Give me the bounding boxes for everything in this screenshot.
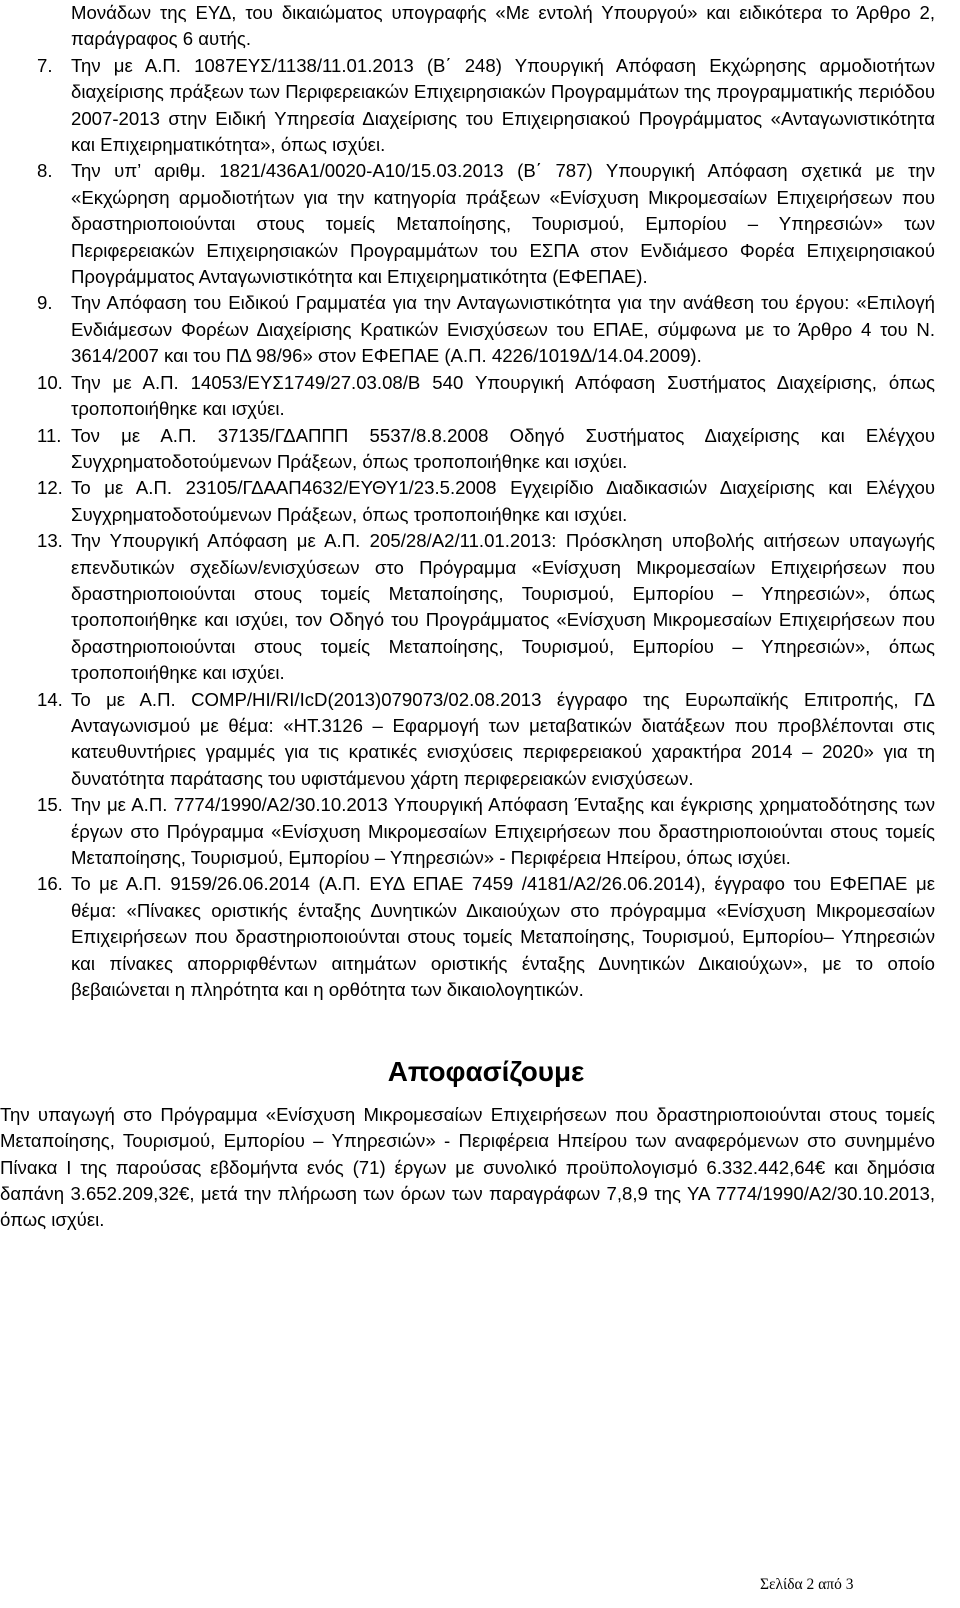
item-text: Την με Α.Π. 14053/ΕΥΣ1749/27.03.08/Β 540 Υπουργική Απόφαση Συστήματος Διαχείρισης, όπως τροποποιήθηκε και ισχύει. [71, 371, 935, 420]
item-text: Το με Α.Π. COMP/HI/RI/IcD(2013)079073/02.08.2013 έγγραφο της Ευρωπαϊκής Επιτροπής, ΓΔ Ανταγωνισμού με θέμα: «ΗΤ.3126 – Εφαρμογή των μεταβατικών διατάξεων που προβλέπονται στις κατευθυντήριες γραμμές για τις κρατικές ενισχύσεις περιφερειακού χαρακτήρα 2014 – 2020» για τη δυνατότητα παράτασης του υφιστάμενου χάρτη περιφερειακών ενισχύσεων. [71, 688, 935, 789]
item-text: Την Απόφαση του Ειδικού Γραμματέα για την Ανταγωνιστικότητα για την ανάθεση του έργου: «Επιλογή Ενδιάμεσων Φορέων Διαχείρισης Κρατικών Ενισχύσεων του ΕΠΑΕ, σύμφωνα με το Άρθρο 4 του Ν. 3614/2007 και του ΠΔ 98/96» στον ΕΦΕΠΑΕ (Α.Π. 4226/1019Δ/14.04.2009). [71, 292, 935, 367]
list-item-15 [37, 792, 935, 871]
considerations-list [37, 53, 935, 1004]
item-number: 13. [37, 530, 63, 552]
item-number: 8. [37, 160, 53, 182]
list-item-7 [37, 53, 935, 159]
list-item-9 [37, 290, 935, 369]
item-text: Την Υπουργική Απόφαση με Α.Π. 205/28/Α2/11.01.2013: Πρόσκληση υποβολής αιτήσεων υπαγωγής επενδυτικών σχεδίων/ενισχύσεων στο Πρόγραμμα «Ενίσχυση Μικρομεσαίων Επιχειρήσεων που δραστηριοποιούνται στους τομείς Μεταποίησης, Τουρισμού, Εμπορίου – Υπηρεσιών», όπως τροποποιήθηκε και ισχύει, τον Οδηγό του Προγράμματος «Ενίσχυση Μικρομεσαίων Επιχειρήσεων που δραστηριοποιούνται στους τομείς Μεταποίησης, Τουρισμού, Εμπορίου – Υπηρεσιών», όπως τροποποιήθηκε και ισχύει. [71, 530, 935, 684]
item-number: 11. [37, 424, 62, 446]
item-text: Τον με Α.Π. 37135/ΓΔΑΠΠΠ 5537/8.8.2008 Οδηγό Συστήματος Διαχείρισης και Ελέγχου Συγχρηματοδοτούμενων Πράξεων, όπως τροποποιήθηκε και ισχύει. [71, 424, 935, 472]
item-text: Το με Α.Π. 9159/26.06.2014 (Α.Π. ΕΥΔ ΕΠΑΕ 7459 /4181/Α2/26.06.2014), έγγραφο του ΕΦΕΠΑΕ με θέμα: «Πίνακες οριστικής ένταξης Δυνητικών Δικαιούχων στο πρόγραμμα «Ενίσχυση Μικρομεσαίων Επιχειρήσεων που δραστηριοποιούνται στους τομείς Μεταποίησης, Τουρισμού, Εμπορίου– Υπηρεσιών και πίνακες απορριφθέντων αιτημάτων οριστικής ένταξης Δυνητικών Δικαιούχων», με το οποίο βεβαιώνεται η πληρότητα και η ορθότητα των δικαιολογητικών. [71, 873, 935, 1001]
list-item-12 [37, 475, 935, 528]
item-text: Το με Α.Π. 23105/ΓΔΑΑΠ4632/ΕΥΘΥ1/23.5.2008 Εγχειρίδιο Διαδικασιών Διαχείρισης και Ελέγχου Συγχρηματοδοτούμενων Πράξεων, όπως τροποποιήθηκε και ισχύει. [71, 477, 935, 525]
list-item-8 [37, 158, 935, 290]
item-number: 16. [37, 873, 63, 895]
list-item-14 [37, 687, 935, 793]
list-item-11 [37, 423, 935, 476]
page-number-footer: Σελίδα 2 από 3 [760, 1576, 854, 1593]
decision-heading: Αποφασίζουμε [387, 1056, 585, 1088]
item-number: 9. [37, 292, 53, 314]
list-item-13 [37, 528, 935, 686]
item-number: 14. [37, 688, 63, 710]
item-number: 10. [37, 371, 63, 393]
list-item-10 [37, 370, 935, 423]
item-text: Την υπ’ αριθμ. 1821/436Α1/0020-Α10/15.03.2013 (Β΄ 787) Υπουργική Απόφαση σχετικά με την «Εκχώρηση αρμοδιοτήτων για την κατηγορία πράξεων «Ενίσχυση Μικρομεσαίων Επιχειρήσεων που δραστηριοποιούνται στους τομείς Μεταποίησης, Τουρισμού, Εμπορίου – Υπηρεσιών» των Περιφερειακών Επιχειρησιακών Προγραμμάτων του ΕΣΠΑ στον Ενδιάμεσο Φορέα Επιχειρησιακού Προγράμματος Ανταγωνιστικότητα και Επιχειρηματικότητα (ΕΦΕΠΑΕ). [71, 160, 935, 288]
list-item-16 [37, 871, 935, 1003]
item-number: 15. [37, 794, 63, 816]
continued-paragraph: Μονάδων της ΕΥΔ, του δικαιώματος υπογραφής «Με εντολή Υπουργού» και ειδικότερα το Άρθρο 2, παράγραφος 6 αυτής. [71, 2, 935, 50]
item-number: 7. [37, 54, 53, 76]
item-number: 12. [37, 477, 63, 499]
item-text: Την με Α.Π. 7774/1990/Α2/30.10.2013 Υπουργική Απόφαση Ένταξης και έγκρισης χρηματοδότησης των έργων στο Πρόγραμμα «Ενίσχυση Μικρομεσαίων Επιχειρήσεων που δραστηριοποιούνται στους τομείς Μεταποίησης, Τουρισμού, Εμπορίου – Υπηρεσιών» - Περιφέρεια Ηπείρου, όπως ισχύει. [71, 794, 935, 868]
item-text: Την με Α.Π. 1087ΕΥΣ/1138/11.01.2013 (Β΄ 248) Υπουργική Απόφαση Εκχώρησης αρμοδιοτήτων διαχείρισης πράξεων των Περιφερειακών Επιχειρησιακών Προγραμμάτων της προγραμματικής περιόδου 2007-2013 στην Ειδική Υπηρεσία Διαχείρισης του Επιχειρησιακού Προγράμματος «Ανταγωνιστικότητα και Επιχειρηματικότητα», όπως ισχύει. [71, 54, 935, 156]
decision-paragraph: Την υπαγωγή στο Πρόγραμμα «Ενίσχυση Μικρομεσαίων Επιχειρήσεων που δραστηριοποιούνται στους τομείς Μεταποίησης, Τουρισμού, Εμπορίου – Υπηρεσιών» - Περιφέρεια Ηπείρου των αναφερόμενων στο συνημμένο Πίνακα Ι της παρούσας εβδομήντα ενός (71) έργων με συνολικό προϋπολογισμό 6.332.442,64€ και δημόσια δαπάνη 3.652.209,32€, μετά την πλήρωση των όρων των παραγράφων 7,8,9 της ΥΑ 7774/1990/Α2/30.10.2013, όπως ισχύει. [0, 1103, 935, 1231]
